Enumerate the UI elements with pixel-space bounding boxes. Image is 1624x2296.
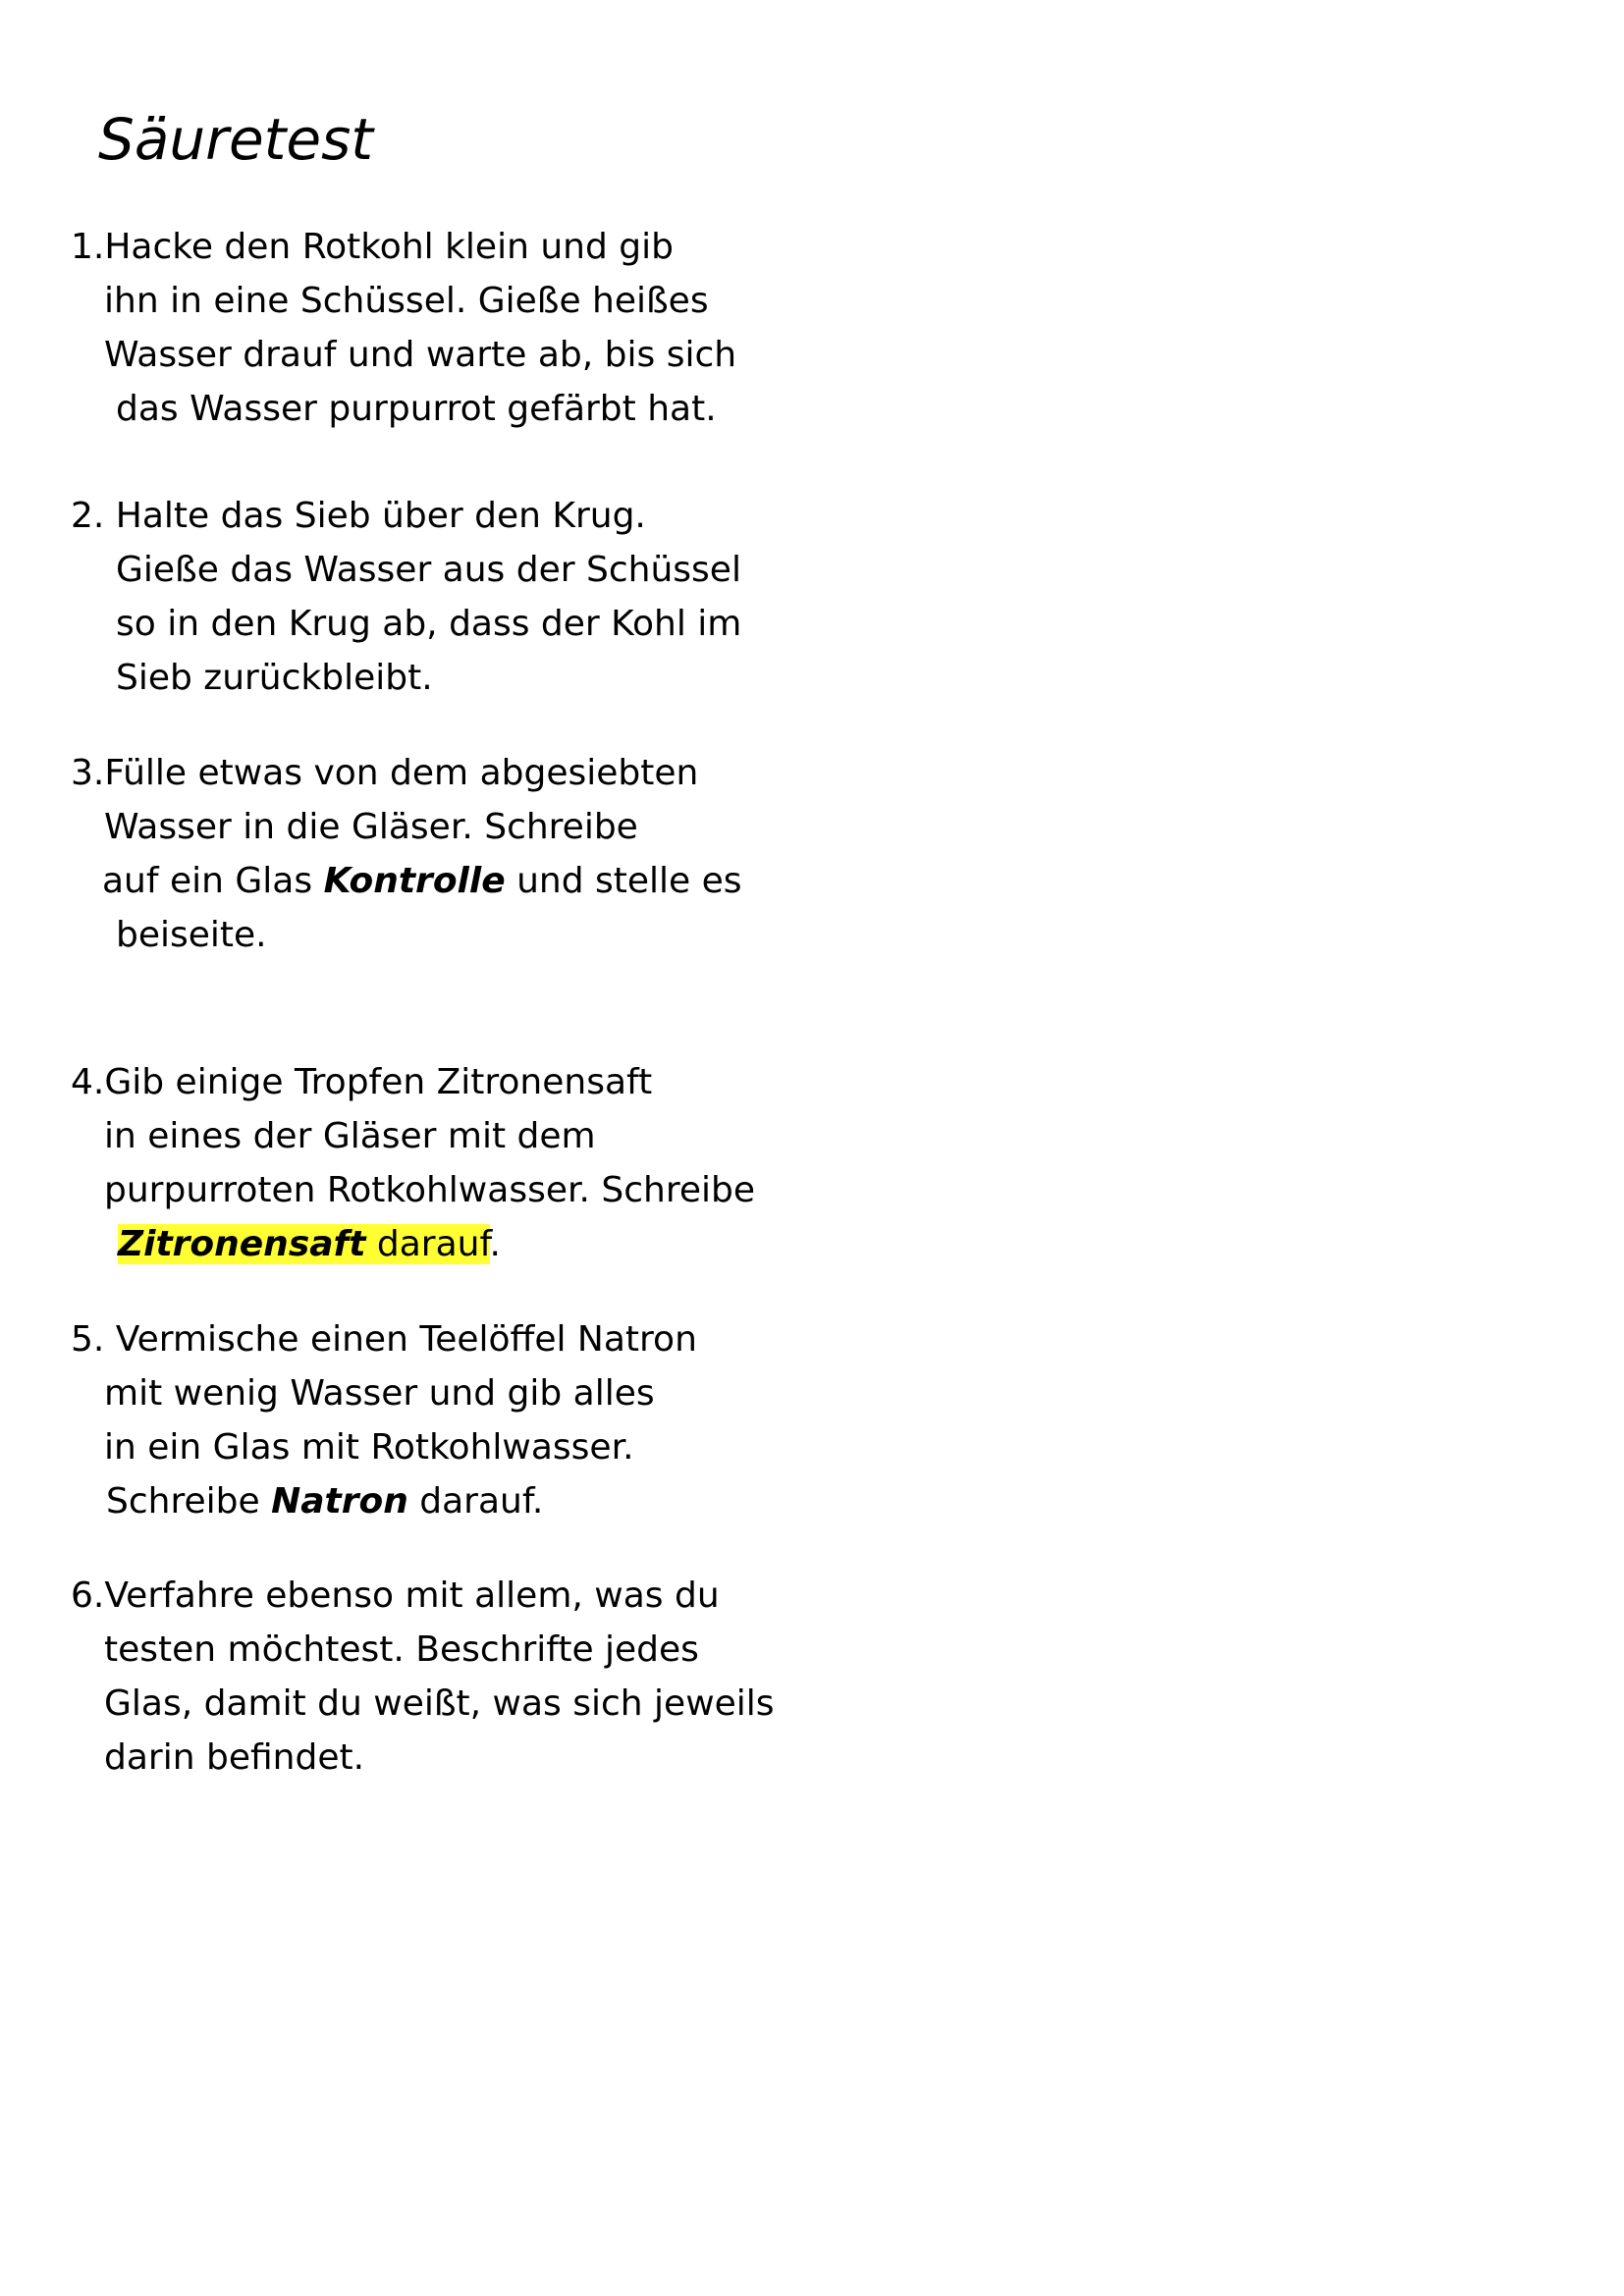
step-4-line-3: purpurroten Rotkohlwasser. Schreibe (104, 1170, 755, 1210)
step-2-line-2: Gieße das Wasser aus der Schüssel (116, 550, 741, 590)
step-5-line-4 (106, 1480, 543, 1523)
step-3-line-4: beiseite. (116, 915, 267, 955)
keyword-zitronensaft: Zitronensaft (118, 1224, 366, 1264)
step-5-line-1: 5. Vermische einen Teelöffel Natron (71, 1319, 697, 1360)
step-6-line-1: 6.Verfahre ebenso mit allem, was du (71, 1575, 720, 1616)
step-2-line-3: so in den Krug ab, dass der Kohl im (116, 604, 742, 644)
step-2-line-1: 2. Halte das Sieb über den Krug. (71, 496, 646, 536)
highlighted-text (118, 1224, 490, 1264)
step-5-line-3: in ein Glas mit Rotkohlwasser. (104, 1427, 634, 1468)
step-1-line-2: ihn in eine Schüssel. Gieße heißes (104, 281, 709, 321)
step-5-line-2: mit wenig Wasser und gib alles (104, 1373, 655, 1414)
step-6-line-2: testen möchtest. Beschrifte jedes (104, 1629, 699, 1670)
step-4-line-1: 4.Gib einige Tropfen Zitronensaft (71, 1062, 653, 1102)
step-5-line-4-text-after: darauf. (407, 1481, 544, 1522)
step-3-line-3-text-before: auf ein Glas (102, 861, 324, 901)
step-6-line-3: Glas, damit du weißt, was sich jeweils (104, 1683, 775, 1724)
step-5-line-4-text-before: Schreibe (106, 1481, 272, 1522)
step-4-line-4-highlight-rest: darauf (365, 1224, 490, 1264)
step-4-line-4-period: . (489, 1224, 501, 1264)
step-6-line-4: darin befindet. (104, 1737, 365, 1778)
page-title: Säuretest (98, 106, 374, 173)
keyword-kontrolle: Kontrolle (323, 861, 506, 901)
keyword-natron: Natron (271, 1481, 408, 1522)
step-3-line-3 (102, 860, 742, 903)
step-1-line-3: Wasser drauf und warte ab, bis sich (104, 335, 737, 375)
step-3-line-3-text-after: und stelle es (505, 861, 742, 901)
step-3-line-1: 3.Fülle etwas von dem abgesiebten (71, 753, 699, 793)
step-3-line-2: Wasser in die Gläser. Schreibe (104, 807, 638, 847)
step-2-line-4: Sieb zurückbleibt. (116, 658, 433, 698)
step-1-line-1: 1.Hacke den Rotkohl klein und gib (71, 227, 674, 267)
step-4-line-2: in eines der Gläser mit dem (104, 1116, 596, 1156)
step-1-line-4: das Wasser purpurrot gefärbt hat. (116, 389, 717, 429)
step-4-line-4 (118, 1223, 501, 1266)
